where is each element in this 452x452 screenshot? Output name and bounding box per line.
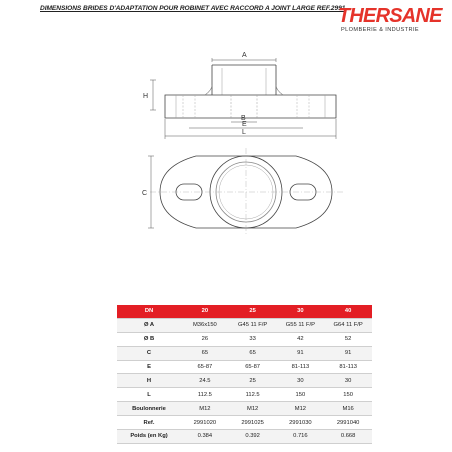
- label-e: E: [242, 121, 247, 128]
- table-cell: 42: [277, 332, 325, 346]
- dim-line-h: [150, 80, 156, 110]
- table-cell: 0.668: [324, 430, 372, 444]
- row-label: Boulonnerie: [117, 402, 181, 416]
- table-cell: 30: [324, 374, 372, 388]
- table-row: [117, 402, 372, 416]
- dimensions-table: [117, 305, 372, 444]
- table-cell: G55 11 F/P: [277, 318, 325, 332]
- table-cell: 0.716: [277, 430, 325, 444]
- table-cell: 112.5: [229, 388, 277, 402]
- label-c: C: [142, 190, 148, 197]
- hub-outline: [212, 65, 276, 95]
- row-label: Poids (en Kg): [117, 430, 181, 444]
- hub-base: [205, 85, 283, 95]
- label-a: A: [242, 52, 247, 59]
- center-lines: [150, 148, 345, 236]
- table-row: [117, 374, 372, 388]
- header-dn-30: 30: [277, 305, 325, 318]
- table-cell: 65: [181, 346, 229, 360]
- table-row: [117, 416, 372, 430]
- table-cell: 2991020: [181, 416, 229, 430]
- table-cell: 91: [324, 346, 372, 360]
- flange-outline: [165, 95, 336, 118]
- table-cell: 112.5: [181, 388, 229, 402]
- row-label: Ø B: [117, 332, 181, 346]
- flange-rim: [176, 95, 325, 118]
- brand-name: THERSANE: [338, 5, 442, 27]
- table-cell: 81-113: [324, 360, 372, 374]
- table-row: [117, 430, 372, 444]
- table-cell: M12: [229, 402, 277, 416]
- table-row: [117, 388, 372, 402]
- row-label: H: [117, 374, 181, 388]
- table-cell: 24.5: [181, 374, 229, 388]
- header-dn-40: 40: [324, 305, 372, 318]
- table-cell: 0.392: [229, 430, 277, 444]
- table-cell: G45 11 F/P: [229, 318, 277, 332]
- technical-drawing: [0, 40, 452, 258]
- table-cell: 65: [229, 346, 277, 360]
- row-label: Ref.: [117, 416, 181, 430]
- table-cell: M12: [181, 402, 229, 416]
- header-dn-25: 25: [229, 305, 277, 318]
- bolt-hole-hidden-lines: [183, 95, 309, 118]
- table-cell: G64 11 F/P: [324, 318, 372, 332]
- label-l: L: [242, 129, 246, 136]
- table-cell: 65-87: [181, 360, 229, 374]
- table-cell: M36x150: [181, 318, 229, 332]
- brand-logo: [338, 5, 442, 38]
- table-cell: M12: [277, 402, 325, 416]
- row-label: E: [117, 360, 181, 374]
- hub-bore: [222, 68, 266, 95]
- table-row: [117, 360, 372, 374]
- label-h: H: [143, 93, 149, 100]
- table-cell: 150: [277, 388, 325, 402]
- table-row: [117, 346, 372, 360]
- row-label: L: [117, 388, 181, 402]
- label-b: B: [241, 115, 246, 122]
- page-title: DIMENSIONS BRIDES D'ADAPTATION POUR ROBINET AVEC RACCORD A JOINT LARGE REF.2991: [40, 5, 346, 12]
- brand-tagline: PLOMBERIE & INDUSTRIE: [341, 27, 420, 33]
- table-cell: 65-87: [229, 360, 277, 374]
- table-cell: 26: [181, 332, 229, 346]
- header-dn-20: 20: [181, 305, 229, 318]
- table-cell: 91: [277, 346, 325, 360]
- header-dn: DN: [117, 305, 181, 318]
- table-row: [117, 332, 372, 346]
- table-cell: 2991040: [324, 416, 372, 430]
- table-row: [117, 318, 372, 332]
- table-cell: 150: [324, 388, 372, 402]
- row-label: Ø A: [117, 318, 181, 332]
- table-cell: 2991030: [277, 416, 325, 430]
- table-cell: M16: [324, 402, 372, 416]
- table-header-row: [117, 305, 372, 318]
- row-label: C: [117, 346, 181, 360]
- table-cell: 81-113: [277, 360, 325, 374]
- table-cell: 30: [277, 374, 325, 388]
- table-cell: 2991025: [229, 416, 277, 430]
- table-cell: 52: [324, 332, 372, 346]
- table-cell: 33: [229, 332, 277, 346]
- table-cell: 0.384: [181, 430, 229, 444]
- table-cell: 25: [229, 374, 277, 388]
